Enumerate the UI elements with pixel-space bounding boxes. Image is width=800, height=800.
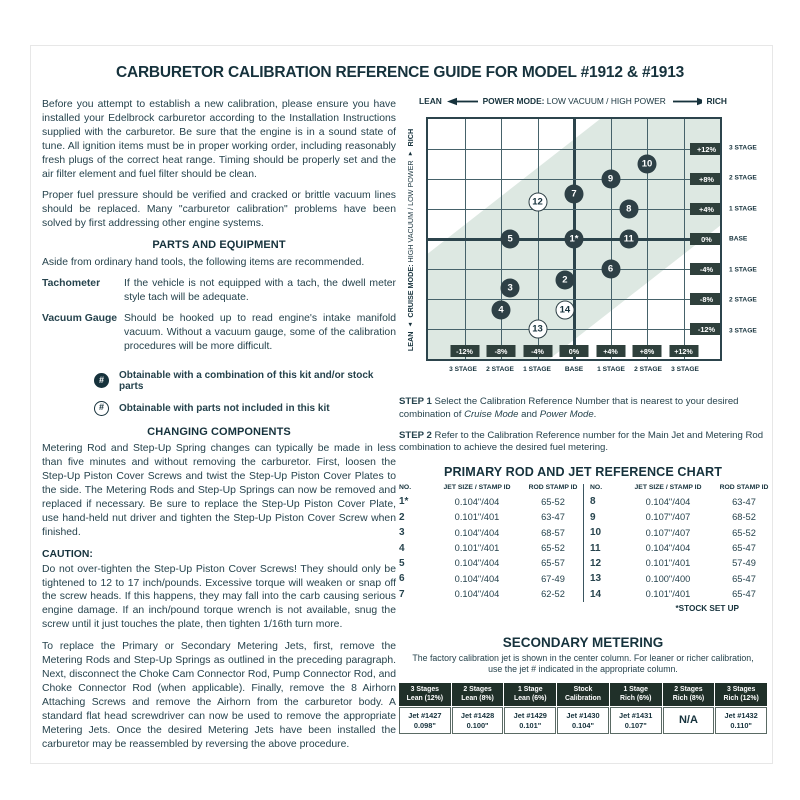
primary-row-rod: 68-57 — [541, 527, 565, 538]
replace-jets-paragraph: To replace the Primary or Secondary Metering Jets, first, remove the Metering Rods and Step-Up Springs as outlined in the preceding paragraph. Next, disconnect the Choke Cam Connector Rod, Pump Connector Rod, and Choke Connector Rod (when applicable). Finally, remove the 8 Airhorn Attaching Screws and remove the Airhorn from the carburetor body. A standard flat head screwdriver can now be used to remove the appropriate Metering Jets. Once the desired Metering Jets have been installed the carburetor may be reassembled by reversing the above procedure. — [42, 641, 396, 750]
y-tick-box: +12% — [690, 143, 722, 155]
x-axis-header — [419, 96, 727, 106]
equipment-row-vacuum-gauge — [42, 312, 396, 354]
y-stage-label: 2 STAGE — [729, 296, 757, 304]
primary-row-no: 8 — [590, 496, 596, 508]
grid-line-horizontal — [428, 269, 720, 270]
primary-column-header: NO. — [399, 484, 412, 492]
secondary-header-line1: 3 Stages — [410, 685, 440, 693]
primary-row-jet: 0.101"/401 — [454, 512, 500, 523]
x-axis-lean-label: LEAN — [419, 96, 442, 106]
primary-column-header: ROD STAMP ID — [719, 484, 769, 492]
calibration-point-7: 7 — [565, 185, 584, 204]
primary-row-rod: 65-47 — [732, 589, 756, 600]
primary-row-no: 4 — [399, 542, 405, 554]
primary-row-jet: 0.104"/404 — [454, 558, 500, 569]
equipment-text: If the vehicle is not equipped with a tach, the dwell meter style tach will be adequate. — [124, 277, 396, 303]
equipment-row-tachometer — [42, 277, 396, 305]
x-tick-box: +4% — [596, 345, 625, 357]
x-axis-title: POWER MODE: LOW VACUUM / HIGH POWER — [482, 96, 666, 106]
secondary-jet-number: Jet #1430 — [566, 711, 600, 721]
secondary-header-line2: Rich (6%) — [620, 694, 652, 702]
primary-row-rod: 63-47 — [732, 496, 756, 507]
calibration-point-10: 10 — [638, 155, 657, 174]
calibration-point-13: 13 — [528, 320, 547, 339]
changing-components-paragraph: Metering Rod and Step-Up Spring changes can typically be made in less than five minutes and without removing the carburetor. First, loosen the Step-Up Piston Cover Screws and twist the Step-Up Piston Cover Plates to the side. The Metering Rods and Step-Up Springs can now be removed and replaced if necessary. Be sure to replace the Step-Up Piston Cover Plate, use hand-held nut driver and tighten the Step-Up Piston Cover Screw when finished. — [42, 443, 396, 538]
primary-column-header: JET SIZE / STAMP ID — [443, 484, 511, 492]
x-tick-box: -8% — [487, 345, 516, 357]
primary-row-jet: 0.101"/401 — [645, 558, 691, 569]
secondary-jet-cell — [715, 707, 767, 734]
primary-row-jet: 0.107"/407 — [645, 527, 691, 538]
primary-row-rod: 65-47 — [732, 573, 756, 584]
secondary-jet-size: 0.110" — [730, 720, 752, 730]
secondary-column-header — [610, 683, 662, 706]
primary-row-rod: 57-49 — [732, 558, 756, 569]
grid-line-horizontal — [428, 299, 720, 300]
secondary-header-line1: 3 Stages — [726, 685, 756, 693]
legend-row-kit-parts — [94, 370, 396, 392]
y-stage-label: 3 STAGE — [729, 327, 757, 334]
x-axis-rich-label: RICH — [706, 96, 727, 106]
primary-table-left-half — [399, 484, 583, 602]
x-stage-label: 1 STAGE — [523, 366, 551, 373]
arrow-up-icon: ► — [408, 150, 414, 157]
y-stage-label: 1 STAGE — [729, 205, 757, 212]
caution-paragraph: Do not over-tighten the Step-Up Piston Cover Screws! They should only be tightened to 12 to 17 inch/pounds. Excessive torque will weaken or snap off the screw heads. If this happens, they may fall into the carb causing serious engine damage. If an inch/pound torque wrench is not available, snug the screw until it just touches the plate, then tighten 1/16th turn more. — [42, 563, 396, 631]
secondary-column-header — [663, 683, 715, 706]
y-tick-box: -12% — [690, 323, 722, 335]
x-tick-box: -4% — [523, 345, 552, 357]
secondary-jet-size: 0.098" — [413, 720, 436, 730]
kit-legend — [42, 370, 396, 416]
secondary-header-line2: Lean (12%) — [406, 694, 444, 702]
y-tick-box: 0% — [690, 233, 722, 245]
secondary-jet-cell — [610, 707, 662, 734]
y-stage-label: 3 STAGE — [729, 144, 757, 151]
calibration-chart — [399, 96, 767, 388]
primary-row-no: 13 — [590, 573, 602, 585]
y-axis-lean-label: LEAN — [406, 331, 415, 352]
secondary-jet-number: Jet #1431 — [619, 711, 653, 721]
calibration-point-9: 9 — [601, 170, 620, 189]
equipment-label: Tachometer — [42, 277, 101, 289]
calibration-point-4: 4 — [492, 301, 511, 320]
secondary-na-value: N/A — [678, 713, 698, 726]
grid-line-horizontal — [428, 149, 720, 150]
open-hash-icon: # — [94, 401, 109, 416]
primary-row-rod: 65-57 — [541, 558, 565, 569]
secondary-header-line1: 2 Stages — [463, 685, 492, 693]
primary-row-rod: 62-52 — [541, 589, 565, 600]
x-tick-box: +12% — [669, 345, 698, 357]
secondary-jet-cell — [663, 707, 715, 734]
secondary-header-line1: 1 Stage — [518, 685, 543, 693]
calibration-plot — [426, 117, 722, 361]
secondary-jet-size: 0.107" — [624, 720, 647, 730]
x-stage-label: 2 STAGE — [634, 366, 662, 373]
secondary-header-line2: Lean (8%) — [461, 694, 494, 702]
legend-row-non-kit-parts — [94, 401, 396, 416]
x-stage-label: BASE — [564, 366, 584, 373]
x-tick-box: +8% — [633, 345, 662, 357]
secondary-jet-size: 0.104" — [571, 720, 594, 730]
calibration-point-12: 12 — [528, 192, 547, 211]
x-axis-stage-labels — [426, 366, 722, 378]
primary-row-jet: 0.104"/404 — [454, 573, 500, 584]
secondary-jet-size: 0.100" — [466, 720, 489, 730]
secondary-header-line2: Lean (6%) — [514, 694, 547, 702]
secondary-metering-description: The factory calibration jet is shown in the center column. For leaner or richer calibration, use the jet # indicated in the appropriate column. — [412, 652, 754, 675]
stock-setup-footnote: *STOCK SET UP — [675, 603, 739, 613]
secondary-jet-cell — [452, 707, 504, 734]
calibration-point-2: 2 — [555, 271, 574, 290]
primary-row-rod: 65-47 — [732, 543, 756, 554]
secondary-metering-heading: SECONDARY METERING — [502, 634, 664, 650]
y-stage-label: 1 STAGE — [729, 266, 757, 273]
secondary-jet-size: 0.101" — [519, 720, 542, 730]
primary-row-jet: 0.104"/404 — [454, 527, 500, 538]
page-title: CARBURETOR CALIBRATION REFERENCE GUIDE FOR MODEL #1912 & #1913 — [115, 64, 685, 81]
secondary-column-header — [715, 683, 767, 706]
intro-paragraph-1: Before you attempt to establish a new calibration, please ensure you have installed your Edelbrock carburetor according to the Installation Instructions supplied with the carburetor. Be sure that the engine is in a sound state of tune. All ignition items must be in proper working order, including reasonably fresh plugs of the correct heat range. Timing should be properly set and the air filter element and fuel filter should be clean. — [42, 99, 396, 180]
x-stage-label: 3 STAGE — [671, 366, 699, 373]
changing-components-heading: CHANGING COMPONENTS — [147, 425, 291, 438]
secondary-jet-number: Jet #1428 — [460, 711, 495, 721]
primary-row-jet: 0.104"/404 — [454, 589, 500, 600]
primary-row-jet: 0.104"/404 — [454, 496, 500, 507]
legend-text: Obtainable with parts not included in this kit — [119, 402, 330, 414]
secondary-column-header — [399, 683, 451, 706]
primary-row-jet: 0.100"/400 — [645, 573, 691, 584]
grid-line-horizontal — [428, 209, 720, 210]
calibration-point-3: 3 — [501, 278, 520, 297]
x-stage-label: 1 STAGE — [597, 366, 625, 373]
primary-rod-jet-table — [399, 484, 767, 602]
primary-row-rod: 63-47 — [541, 512, 565, 523]
secondary-column-header — [452, 683, 504, 706]
secondary-column-header — [557, 683, 609, 706]
primary-row-jet: 0.107"/407 — [645, 512, 691, 523]
y-stage-label: BASE — [729, 235, 748, 243]
parts-equipment-heading: PARTS AND EQUIPMENT — [152, 239, 286, 252]
x-tick-box: -12% — [450, 345, 479, 357]
y-stage-label: 2 STAGE — [729, 174, 757, 182]
primary-row-no: 1* — [399, 496, 409, 508]
secondary-jet-cell — [399, 707, 451, 734]
primary-row-no: 2 — [399, 511, 405, 523]
primary-row-jet: 0.104"/404 — [645, 543, 691, 554]
primary-row-no: 12 — [590, 557, 602, 569]
primary-row-no: 6 — [399, 573, 405, 585]
x-tick-box: 0% — [560, 345, 589, 357]
y-axis-title: CRUISE MODE: HIGH VACUUM / LOW POWER — [406, 160, 415, 318]
right-column — [399, 96, 767, 734]
primary-row-no: 14 — [590, 588, 602, 600]
calibration-point-1: 1* — [565, 230, 584, 249]
step-1: STEP 1 Select the Calibration Reference Number that is nearest to your desired combination of Cruise Mode and Power Mode. — [399, 396, 739, 420]
equipment-label: Vacuum Gauge — [42, 312, 118, 324]
secondary-jet-number: Jet #1432 — [724, 711, 758, 721]
arrow-right-icon — [671, 97, 702, 106]
primary-row-no: 10 — [590, 527, 602, 539]
primary-row-no: 11 — [590, 542, 601, 554]
y-tick-box: -8% — [690, 293, 722, 305]
y-axis-rich-label: RICH — [406, 128, 415, 147]
legend-text: Obtainable with a combination of this kit and/or stock parts — [119, 369, 374, 392]
primary-row-rod: 65-52 — [541, 543, 565, 554]
y-axis-stage-labels — [729, 117, 767, 361]
y-tick-box: +4% — [690, 203, 722, 215]
secondary-header-line1: 1 Stage — [623, 685, 648, 693]
grid-line-horizontal — [428, 329, 720, 330]
secondary-jet-number: Jet #1427 — [408, 711, 442, 721]
primary-table-right-half — [583, 484, 767, 602]
primary-row-jet: 0.104"/404 — [645, 496, 691, 507]
primary-row-no: 9 — [590, 511, 596, 523]
primary-row-jet: 0.101"/401 — [645, 589, 691, 600]
step-2: STEP 2 Refer to the Calibration Reference number for the Main Jet and Metering Rod combination to achieve the desired fuel metering. — [399, 429, 764, 454]
primary-row-rod: 68-52 — [732, 512, 756, 523]
secondary-column-header — [504, 683, 556, 706]
y-axis-header — [406, 118, 418, 362]
secondary-jet-cell — [557, 707, 609, 734]
calibration-point-14: 14 — [555, 301, 574, 320]
x-stage-label: 2 STAGE — [486, 366, 514, 373]
secondary-header-line2: Calibration — [564, 694, 601, 702]
calibration-point-6: 6 — [601, 260, 620, 279]
calibration-point-8: 8 — [619, 200, 638, 219]
calibration-point-11: 11 — [619, 230, 638, 249]
filled-hash-icon: # — [94, 373, 109, 388]
equipment-text: Should be hooked up to read engine's intake manifold vacuum. Without a vacuum gauge, some of the calibration procedures will be more difficult. — [124, 312, 396, 352]
primary-row-no: 7 — [399, 588, 405, 600]
primary-column-header: NO. — [590, 484, 603, 492]
calibration-point-5: 5 — [501, 230, 520, 249]
primary-row-rod: 67-49 — [541, 573, 565, 584]
secondary-jet-cell — [504, 707, 556, 734]
primary-row-jet: 0.101"/401 — [454, 543, 500, 554]
y-tick-box: +8% — [690, 173, 722, 185]
left-column — [42, 98, 396, 759]
primary-row-no: 5 — [399, 557, 405, 569]
intro-paragraph-2: Proper fuel pressure should be verified and cracked or brittle vacuum lines should be replaced. Many "carburetor calibration" problems have been solved by first addressing other engine systems. — [42, 190, 396, 230]
primary-table-heading: PRIMARY ROD AND JET REFERENCE CHART — [443, 465, 723, 480]
primary-column-header: JET SIZE / STAMP ID — [634, 484, 702, 492]
parts-intro: Aside from ordinary hand tools, the following items are recommended. — [42, 257, 365, 269]
primary-row-rod: 65-52 — [732, 527, 756, 538]
primary-row-rod: 65-52 — [541, 496, 565, 507]
arrow-left-icon — [447, 97, 478, 106]
y-tick-box: -4% — [690, 263, 722, 275]
secondary-header-line1: Stock — [573, 685, 593, 693]
caution-label: CAUTION: — [42, 548, 93, 560]
arrow-down-icon: ◄ — [408, 321, 414, 328]
secondary-metering-table — [399, 683, 767, 734]
secondary-header-line2: Rich (8%) — [672, 694, 705, 702]
grid-line-horizontal — [428, 179, 720, 180]
primary-column-header: ROD STAMP ID — [528, 484, 578, 492]
secondary-jet-number: Jet #1429 — [513, 711, 547, 721]
x-stage-label: 3 STAGE — [449, 366, 477, 373]
secondary-header-line1: 2 Stages — [674, 685, 703, 693]
primary-row-no: 3 — [399, 527, 405, 539]
secondary-header-line2: Rich (12%) — [723, 694, 759, 702]
